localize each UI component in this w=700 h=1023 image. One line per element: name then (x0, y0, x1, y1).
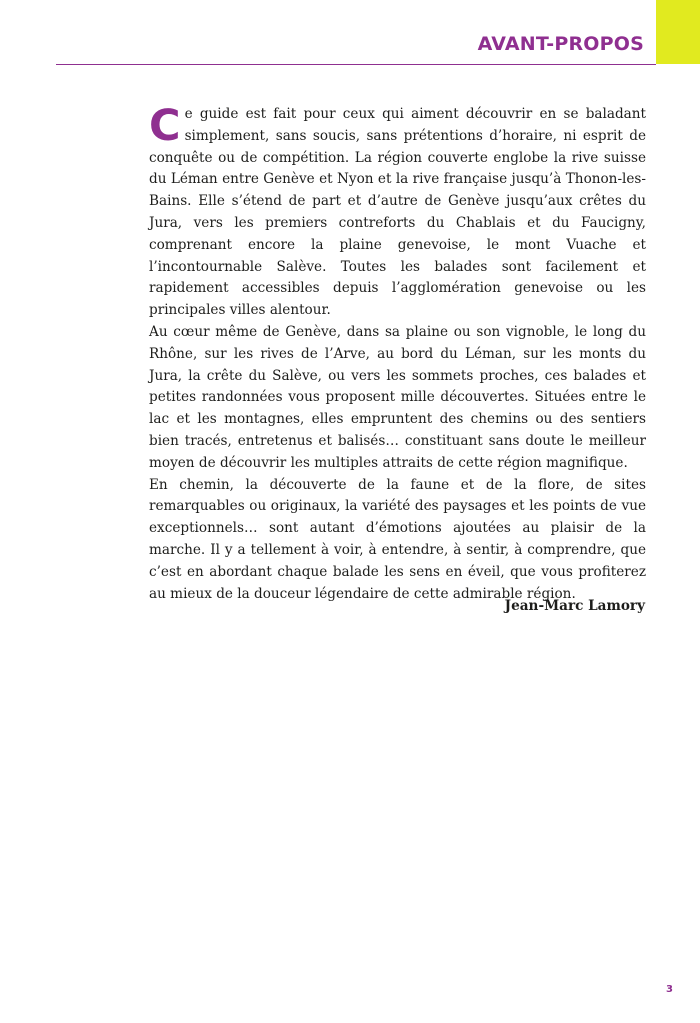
page-number: 3 (666, 984, 673, 995)
paragraph-1 (149, 101, 646, 322)
paragraph-2: Au cœur même de Genève, dans sa plaine ou son vignoble, le long du Rhône, sur les rives de l’Arve, au bord du Léman, sur les monts du Jura, la crête du Salève, ou vers les sommets proches, ces balades et petites randonnées vous proposent mille découvertes. Situées entre le lac et les montagnes, elles empruntent des chemins ou des sentiers bien tracés, entretenus et balisés… constituant sans doute le meilleur moyen de découvrir les multiples attraits de cette région magnifique. (149, 323, 646, 471)
author-signature: Jean-Marc Lamory (504, 598, 645, 614)
paragraph-1-text: e guide est fait pour ceux qui aiment découvrir en se baladant simplement, sans soucis, sans prétentions d’horaire, ni esprit de conquête ou de compétition. La région couverte englobe la rive suisse du Léman entre Genève et Nyon et la rive française jusqu’à Thonon-les-Bains. Elle s’étend de part et d’autre de Genève jusqu’aux crêtes du Jura, vers les premiers contreforts du Chablais et du Faucigny, comprenant encore la plaine genevoise, le mont Vuache et l’incontournable Salève. Toutes les balades sont facilement et rapidement accessibles depuis l’agglomération genevoise ou les principales villes alentour. (149, 106, 646, 319)
paragraph-3: En chemin, la découverte de la faune et de la flore, de sites remarquables ou originaux, la variété des paysages et les points de vue exceptionnels… sont autant d’émotions ajoutées au plaisir de la marche. Il y a tellement à voir, à entendre, à sentir, à comprendre, que c’est en abordant chaque balade les sens en éveil, que vous profiterez au mieux de la douceur légendaire de cette admirable région. (149, 476, 646, 602)
foreword-text (149, 101, 646, 605)
drop-cap: C (149, 101, 181, 151)
header-rule (56, 64, 656, 65)
section-title: AVANT-PROPOS (477, 33, 644, 55)
section-tab-marker (656, 0, 700, 64)
